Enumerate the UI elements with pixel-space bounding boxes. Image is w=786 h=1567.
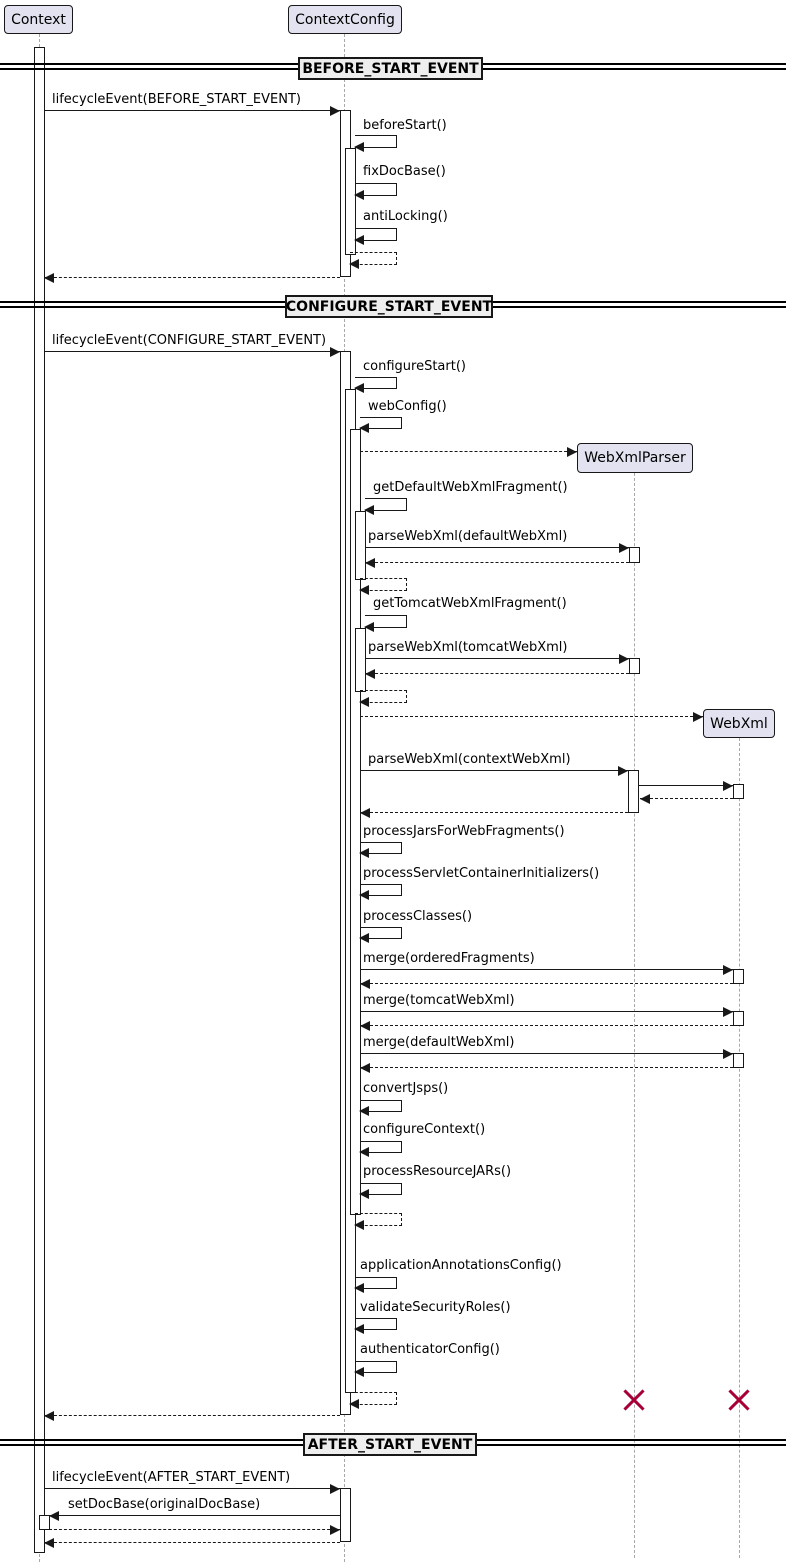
selfreturn-gettomcatfragment [360, 690, 407, 703]
arrowhead-left-icon [349, 1399, 359, 1409]
arrow-lifecycle-after [44, 1488, 340, 1489]
arrowhead-left-icon [360, 1063, 370, 1073]
selfcall-processresourcejars [360, 1183, 402, 1195]
selfcall-gettomcatfragment [365, 615, 407, 628]
message-label: webConfig() [368, 399, 447, 414]
return-merge-tomcatwebxml [360, 1025, 733, 1026]
message-label: parseWebXml(contextWebXml) [368, 752, 571, 767]
arrowhead-right-icon [618, 766, 628, 776]
arrowhead-left-icon [365, 669, 375, 679]
activation-parser-2 [629, 658, 640, 674]
arrowhead-right-icon [619, 654, 629, 664]
arrow-parser-to-webxml [639, 785, 733, 786]
selfreturn-getdefaultfragment [360, 578, 407, 591]
arrowhead-right-icon [723, 1007, 733, 1017]
selfcall-antilocking [355, 228, 397, 241]
arrow-parse-tomcatwebxml [365, 658, 629, 659]
arrowhead-left-icon [360, 808, 370, 818]
arrowhead-left-icon [354, 1283, 364, 1293]
destroy-webxmlparser-icon [623, 1389, 645, 1411]
activation-parser-3 [628, 770, 639, 813]
arrowhead-left-icon [365, 558, 375, 568]
arrowhead-left-icon [354, 1220, 364, 1230]
message-label: validateSecurityRoles() [360, 1300, 511, 1315]
arrowhead-right-icon [330, 106, 340, 116]
message-label: merge(defaultWebXml) [363, 1035, 515, 1050]
arrowhead-left-icon [359, 848, 369, 858]
selfreturn-webconfig [355, 1213, 402, 1226]
message-label: fixDocBase() [363, 164, 446, 179]
message-label: processJarsForWebFragments() [363, 824, 565, 839]
selfcall-processsci [360, 884, 402, 896]
arrowhead-right-icon [723, 965, 733, 975]
arrowhead-left-icon [359, 1189, 369, 1199]
create-webxml [360, 716, 703, 717]
arrowhead-left-icon [359, 585, 369, 595]
return-configure-lifecycle [44, 1415, 340, 1416]
arrowhead-left-icon [359, 423, 369, 433]
arrowhead-left-icon [354, 235, 364, 245]
message-label: applicationAnnotationsConfig() [360, 1258, 562, 1273]
arrowhead-right-icon [567, 447, 577, 457]
activation-webxml-4 [733, 1053, 744, 1068]
arrowhead-right-icon [619, 543, 629, 553]
arrow-parse-defaultwebxml [365, 547, 629, 548]
divider-before-start-event: BEFORE_START_EVENT [298, 57, 483, 80]
divider-after-start-event: AFTER_START_EVENT [303, 1433, 477, 1456]
create-webxmlparser [360, 451, 577, 452]
message-label: getDefaultWebXmlFragment() [373, 480, 568, 495]
message-label: processResourceJARs() [363, 1164, 512, 1179]
activation-getdefaultfragment [355, 511, 366, 580]
participant-webxml: WebXml [703, 709, 775, 738]
arrowhead-left-icon [360, 1021, 370, 1031]
activation-after-lifecycle [340, 1488, 351, 1542]
arrowhead-right-icon [330, 1525, 340, 1535]
arrowhead-left-icon [44, 1411, 54, 1421]
message-label: convertJsps() [363, 1081, 449, 1096]
return-setdocbase [49, 1529, 340, 1530]
return-parse-contextwebxml [360, 812, 628, 813]
selfcall-configurecontext [360, 1141, 402, 1153]
message-label: merge(tomcatWebXml) [363, 993, 515, 1008]
message-label: processClasses() [363, 909, 473, 924]
message-label: getTomcatWebXmlFragment() [373, 596, 567, 611]
activation-webxml-3 [733, 1011, 744, 1026]
arrowhead-left-icon [359, 1147, 369, 1157]
destroy-webxml-icon [728, 1389, 750, 1411]
return-webxml-to-parser [640, 798, 733, 799]
selfcall-authenticatorconfig [355, 1361, 397, 1373]
participant-context: Context [4, 5, 73, 34]
arrowhead-right-icon [330, 347, 340, 357]
selfcall-webconfig [360, 417, 402, 429]
message-label: processServletContainerInitializers() [363, 866, 600, 881]
arrowhead-left-icon [354, 1367, 364, 1377]
participant-webxmlparser: WebXmlParser [577, 443, 693, 473]
arrowhead-right-icon [723, 781, 733, 791]
message-label: configureContext() [363, 1122, 486, 1137]
message-label: authenticatorConfig() [360, 1342, 500, 1357]
arrow-setdocbase [49, 1515, 340, 1516]
selfcall-configurestart [355, 377, 397, 389]
activation-webxml-1 [733, 784, 744, 799]
return-before-lifecycle [44, 277, 340, 278]
selfcall-appannotationsconfig [355, 1277, 397, 1289]
arrowhead-right-icon [693, 712, 703, 722]
message-label: configureStart() [363, 359, 466, 374]
message-label: merge(orderedFragments) [363, 951, 535, 966]
arrow-merge-tomcatwebxml [360, 1011, 733, 1012]
selfcall-fixdocbase [355, 183, 397, 196]
message-label: antiLocking() [363, 209, 448, 224]
arrowhead-right-icon [330, 1484, 340, 1494]
arrowhead-left-icon [354, 383, 364, 393]
activation-parser-1 [629, 547, 640, 563]
message-label: setDocBase(originalDocBase) [68, 1497, 261, 1512]
arrowhead-left-icon [640, 794, 650, 804]
arrowhead-left-icon [44, 273, 54, 283]
message-label: lifecycleEvent(AFTER_START_EVENT) [52, 1470, 291, 1485]
arrow-merge-defaultwebxml [360, 1053, 733, 1054]
arrow-parse-contextwebxml [360, 770, 628, 771]
message-label: beforeStart() [363, 118, 447, 133]
message-label: parseWebXml(defaultWebXml) [368, 529, 568, 544]
arrowhead-left-icon [49, 1511, 59, 1521]
message-label: parseWebXml(tomcatWebXml) [368, 640, 568, 655]
arrowhead-left-icon [359, 933, 369, 943]
selfreturn-beforestart [350, 252, 397, 265]
selfcall-beforestart [355, 135, 397, 148]
arrow-merge-orderedfragments [360, 969, 733, 970]
arrowhead-left-icon [359, 890, 369, 900]
activation-webxml-2 [733, 969, 744, 984]
return-parse-tomcatwebxml [365, 673, 629, 674]
return-merge-defaultwebxml [360, 1067, 733, 1068]
selfcall-validatesecurityroles [355, 1318, 397, 1330]
arrowhead-left-icon [359, 697, 369, 707]
return-merge-orderedfragments [360, 983, 733, 984]
arrowhead-left-icon [364, 622, 374, 632]
arrowhead-left-icon [354, 1324, 364, 1334]
return-parse-defaultwebxml [365, 562, 629, 563]
lifeline-webxml [739, 738, 740, 1558]
divider-configure-start-event: CONFIGURE_START_EVENT [285, 295, 493, 318]
arrow-lifecycle-configure [44, 351, 340, 352]
arrowhead-left-icon [359, 1106, 369, 1116]
arrow-lifecycle-before [44, 110, 340, 111]
return-after-lifecycle [44, 1542, 340, 1543]
arrowhead-left-icon [44, 1538, 54, 1548]
selfcall-getdefaultfragment [365, 498, 407, 511]
message-label: lifecycleEvent(BEFORE_START_EVENT) [52, 92, 301, 107]
selfcall-convertjsps [360, 1100, 402, 1112]
arrowhead-left-icon [354, 190, 364, 200]
arrowhead-left-icon [360, 979, 370, 989]
arrowhead-right-icon [723, 1049, 733, 1059]
selfcall-processclasses [360, 927, 402, 939]
message-label: lifecycleEvent(CONFIGURE_START_EVENT) [52, 333, 327, 348]
arrowhead-left-icon [354, 142, 364, 152]
activation-gettomcatfragment [355, 628, 366, 692]
arrowhead-left-icon [364, 505, 374, 515]
participant-contextconfig: ContextConfig [288, 5, 402, 34]
selfcall-processjars [360, 842, 402, 854]
arrowhead-left-icon [349, 259, 359, 269]
selfreturn-configurestart [350, 1392, 397, 1405]
